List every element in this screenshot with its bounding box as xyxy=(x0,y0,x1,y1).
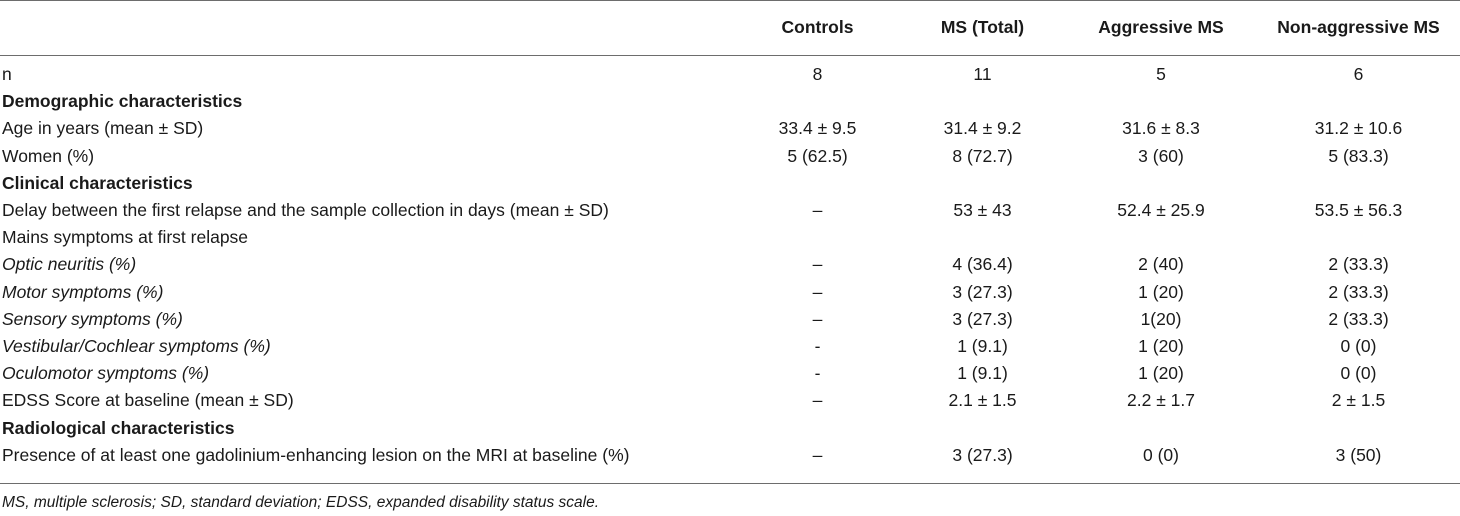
cell-aggressive-ms xyxy=(1065,170,1257,197)
table-row xyxy=(0,306,1460,333)
cell-aggressive-ms: 31.6 ± 8.3 xyxy=(1122,118,1200,139)
cell-ms-total: 1 (9.1) xyxy=(957,335,1008,356)
cell-ms-total xyxy=(900,224,1065,251)
table-row xyxy=(0,143,1460,170)
header-cell-aggressive-ms: Aggressive MS xyxy=(1098,17,1224,37)
cell-ms-total xyxy=(900,88,1065,115)
cell-aggressive-ms: 1 (20) xyxy=(1138,281,1184,302)
cell-non-aggressive-ms: 5 (83.3) xyxy=(1328,145,1389,166)
cell-ms-total: 11 xyxy=(973,64,992,85)
cell-aggressive-ms: 3 (60) xyxy=(1138,145,1184,166)
cell-label: Women (%) xyxy=(2,145,95,166)
cell-non-aggressive-ms: 2 (33.3) xyxy=(1328,254,1389,275)
cell-label: n xyxy=(2,64,12,85)
header-cell-label xyxy=(0,0,735,55)
cell-non-aggressive-ms: 3 (50) xyxy=(1335,444,1382,465)
cell-controls: - xyxy=(814,335,821,356)
cell-controls: – xyxy=(812,390,823,411)
table-row xyxy=(0,442,1460,469)
table-row xyxy=(0,61,1460,88)
cell-label: Vestibular/Cochlear symptoms (%) xyxy=(2,335,271,356)
header-cell-ms-total: MS (Total) xyxy=(940,17,1025,37)
cell-label: Motor symptoms (%) xyxy=(2,281,164,302)
table-row xyxy=(0,224,1460,251)
section-header-row xyxy=(0,88,1460,115)
table-header xyxy=(0,0,1460,61)
cell-ms-total xyxy=(900,414,1065,441)
section-header-row xyxy=(0,414,1460,441)
cell-non-aggressive-ms: 53.5 ± 56.3 xyxy=(1314,200,1403,221)
cell-ms-total: 1 (9.1) xyxy=(957,363,1008,384)
cell-aggressive-ms: 5 xyxy=(1156,64,1166,85)
cell-non-aggressive-ms: 2 (33.3) xyxy=(1328,308,1389,329)
cell-non-aggressive-ms xyxy=(1257,414,1460,441)
cell-label: Presence of at least one gadolinium-enhancing lesion on the MRI at baseline (%) xyxy=(2,444,630,465)
cell-controls: 33.4 ± 9.5 xyxy=(778,118,857,139)
cell-label: Sensory symptoms (%) xyxy=(2,308,183,329)
cell-controls: – xyxy=(812,281,823,302)
table-footnote: MS, multiple sclerosis; SD, standard deviation; EDSS, expanded disability status scale. xyxy=(2,494,600,511)
cell-label: Age in years (mean ± SD) xyxy=(2,118,204,139)
cell-ms-total: 3 (27.3) xyxy=(952,281,1013,302)
cell-controls xyxy=(735,88,900,115)
cell-aggressive-ms xyxy=(1065,224,1257,251)
cell-label: Clinical characteristics xyxy=(2,172,193,193)
cell-label: Mains symptoms at first relapse xyxy=(2,227,249,248)
cell-non-aggressive-ms: 2 (33.3) xyxy=(1328,281,1389,302)
cell-non-aggressive-ms: 0 (0) xyxy=(1340,335,1377,356)
header-cell-non-aggressive-ms: Non-aggressive MS xyxy=(1277,17,1440,37)
table-row xyxy=(0,279,1460,306)
table-row xyxy=(0,387,1460,414)
cell-label: Oculomotor symptoms (%) xyxy=(2,363,210,384)
cell-non-aggressive-ms: 6 xyxy=(1353,64,1364,85)
cell-non-aggressive-ms xyxy=(1257,224,1460,251)
cell-controls xyxy=(735,224,900,251)
table-bottom-rule xyxy=(0,483,1460,484)
cell-ms-total xyxy=(900,170,1065,197)
cell-ms-total: 3 (27.3) xyxy=(952,444,1013,465)
cell-non-aggressive-ms xyxy=(1257,170,1460,197)
table-row xyxy=(0,251,1460,278)
cell-controls: – xyxy=(812,200,823,221)
cell-non-aggressive-ms: 0 (0) xyxy=(1340,363,1377,384)
header-row xyxy=(0,0,1460,55)
cell-aggressive-ms: 2 (40) xyxy=(1138,254,1184,275)
cell-controls: – xyxy=(812,444,823,465)
table-row xyxy=(0,115,1460,142)
cell-label: EDSS Score at baseline (mean ± SD) xyxy=(2,390,294,411)
cell-controls: – xyxy=(812,254,823,275)
cell-controls: 5 (62.5) xyxy=(787,145,848,166)
cell-controls xyxy=(735,170,900,197)
table-row xyxy=(0,197,1460,224)
cell-label: Radiological characteristics xyxy=(2,417,235,438)
cell-aggressive-ms: 0 (0) xyxy=(1143,444,1179,465)
table-row xyxy=(0,360,1460,387)
cell-controls: 8 xyxy=(812,64,823,85)
cell-aggressive-ms: 1 (20) xyxy=(1138,363,1184,384)
cell-ms-total: 2.1 ± 1.5 xyxy=(948,390,1017,411)
cell-ms-total: 8 (72.7) xyxy=(952,145,1013,166)
section-header-row xyxy=(0,170,1460,197)
cell-non-aggressive-ms: 2 ± 1.5 xyxy=(1331,390,1386,411)
cell-ms-total: 53 ± 43 xyxy=(953,200,1012,221)
cell-label: Delay between the first relapse and the sample collection in days (mean ± SD) xyxy=(2,200,609,221)
cell-aggressive-ms: 1(20) xyxy=(1140,308,1182,329)
cell-aggressive-ms xyxy=(1065,88,1257,115)
cell-controls: - xyxy=(814,363,821,384)
table-body xyxy=(0,61,1460,469)
cell-ms-total: 3 (27.3) xyxy=(952,308,1013,329)
cell-aggressive-ms: 2.2 ± 1.7 xyxy=(1127,390,1195,411)
cell-aggressive-ms xyxy=(1065,414,1257,441)
cell-label: Demographic characteristics xyxy=(2,91,243,112)
cell-non-aggressive-ms: 31.2 ± 10.6 xyxy=(1314,118,1403,139)
table-row xyxy=(0,333,1460,360)
cell-non-aggressive-ms xyxy=(1257,88,1460,115)
cell-controls xyxy=(735,414,900,441)
cell-label: Optic neuritis (%) xyxy=(2,254,137,275)
cell-aggressive-ms: 1 (20) xyxy=(1138,335,1184,356)
cell-ms-total: 31.4 ± 9.2 xyxy=(943,118,1022,139)
header-cell-controls: Controls xyxy=(781,17,854,37)
cell-controls: – xyxy=(812,308,823,329)
cell-aggressive-ms: 52.4 ± 25.9 xyxy=(1117,200,1205,221)
cell-ms-total: 4 (36.4) xyxy=(952,254,1013,275)
